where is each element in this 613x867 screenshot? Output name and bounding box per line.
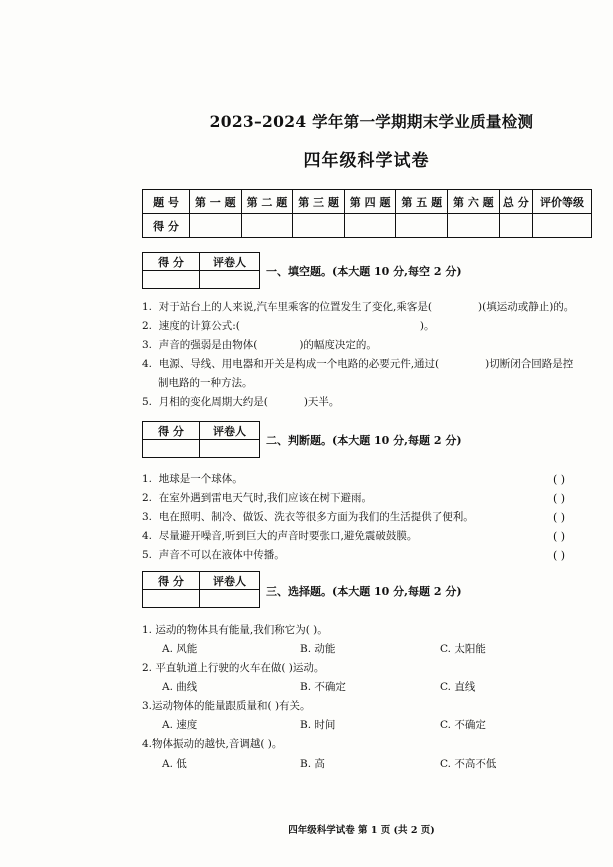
choice-question-1-stem: 1. 运动的物体具有能量,我们称它为( )。	[142, 624, 328, 636]
score-cell[interactable]	[448, 214, 500, 238]
score-header-cell: 第 五 题	[396, 190, 448, 214]
grader-score-cell[interactable]	[143, 271, 200, 289]
tf-answer-blank[interactable]: ( )	[553, 549, 566, 562]
tf-answer-blank[interactable]: ( )	[553, 473, 566, 486]
grader-name-label: 评卷人	[200, 422, 260, 440]
fill-question-1: 1. 对于站台上的人来说,汽车里乘客的位置发生了变化,乘客是( )(填运动或静止)的。	[142, 301, 575, 313]
choice-question-4-stem: 4.物体振动的越快,音调越( )。	[142, 738, 283, 750]
grader-score-cell[interactable]	[143, 590, 200, 608]
choice-option-b[interactable]: B. 动能	[300, 643, 336, 655]
score-cell[interactable]	[190, 214, 242, 238]
choice-question-2-stem: 2. 平直轨道上行驶的火车在做( )运动。	[142, 662, 325, 674]
score-header-cell: 评价等级	[533, 190, 592, 214]
score-table-score-row	[143, 214, 592, 238]
score-cell[interactable]	[499, 214, 532, 238]
tf-question-5: 5. 声音不可以在液体中传播。	[142, 549, 285, 561]
score-cell[interactable]	[293, 214, 345, 238]
section2-heading: 二、判断题。(本大题 10 分,每题 2 分)	[266, 434, 462, 447]
choice-option-c[interactable]: C. 直线	[440, 681, 476, 693]
tf-question-1: 1. 地球是一个球体。	[142, 473, 243, 485]
section3-heading: 三、选择题。(本大题 10 分,每题 2 分)	[266, 585, 462, 598]
choice-option-c[interactable]: C. 不高不低	[440, 758, 497, 770]
exam-subtitle: 四年级科学试卷	[303, 151, 430, 171]
score-header-cell: 第 一 题	[190, 190, 242, 214]
score-header-cell: 第 三 题	[293, 190, 345, 214]
grader-score-label: 得 分	[143, 422, 200, 440]
score-header-cell: 总 分	[499, 190, 532, 214]
choice-option-b[interactable]: B. 时间	[300, 719, 336, 731]
section1-heading: 一、填空题。(本大题 10 分,每空 2 分)	[266, 265, 462, 278]
score-header-cell: 第 二 题	[241, 190, 293, 214]
grader-name-cell[interactable]	[200, 590, 260, 608]
fill-question-5: 5. 月相的变化周期大约是( )天半。	[142, 396, 340, 408]
tf-question-2: 2. 在室外遇到雷电天气时,我们应该在树下避雨。	[142, 492, 373, 504]
grader-score-label: 得 分	[143, 572, 200, 590]
fill-question-4: 4. 电源、导线、用电器和开关是构成一个电路的必要元件,通过( )切断闭合回路是控	[142, 358, 574, 370]
choice-option-a[interactable]: A. 速度	[162, 719, 198, 731]
score-header-cell: 第 四 题	[344, 190, 396, 214]
choice-option-a[interactable]: A. 曲线	[162, 681, 198, 693]
fill-question-2: 2. 速度的计算公式:( )。	[142, 320, 435, 332]
score-cell[interactable]	[344, 214, 396, 238]
tf-answer-blank[interactable]: ( )	[553, 511, 566, 524]
score-row-label: 得 分	[143, 214, 190, 238]
choice-question-3-stem: 3.运动物体的能量跟质量和( )有关。	[142, 700, 311, 712]
page-footer: 四年级科学试卷 第 1 页 (共 2 页)	[288, 825, 435, 836]
score-header-cell: 题 号	[143, 190, 190, 214]
choice-option-a[interactable]: A. 风能	[162, 643, 198, 655]
grader-name-label: 评卷人	[200, 572, 260, 590]
grader-name-label: 评卷人	[200, 253, 260, 271]
tf-question-3: 3. 电在照明、制冷、做饭、洗衣等很多方面为我们的生活提供了便利。	[142, 511, 474, 523]
exam-title: 2023–2024 学年第一学期期末学业质量检测	[209, 112, 534, 131]
score-table-header-row	[143, 190, 592, 214]
choice-option-b[interactable]: B. 高	[300, 758, 325, 770]
grader-name-cell[interactable]	[200, 271, 260, 289]
grader-box-2	[142, 421, 260, 458]
tf-answer-blank[interactable]: ( )	[553, 492, 566, 505]
score-cell[interactable]	[241, 214, 293, 238]
tf-answer-blank[interactable]: ( )	[553, 530, 566, 543]
grader-name-cell[interactable]	[200, 440, 260, 458]
score-cell[interactable]	[533, 214, 592, 238]
choice-option-b[interactable]: B. 不确定	[300, 681, 346, 693]
fill-question-4-cont: 制电路的一种方法。	[158, 377, 253, 389]
tf-question-4: 4. 尽量避开噪音,听到巨大的声音时要张口,避免震破鼓膜。	[142, 530, 418, 542]
grader-box-1	[142, 252, 260, 289]
choice-option-c[interactable]: C. 太阳能	[440, 643, 486, 655]
grader-score-label: 得 分	[143, 253, 200, 271]
choice-option-a[interactable]: A. 低	[162, 758, 187, 770]
score-table	[142, 189, 592, 238]
grader-box-3	[142, 571, 260, 608]
score-header-cell: 第 六 题	[448, 190, 500, 214]
score-cell[interactable]	[396, 214, 448, 238]
fill-question-3: 3. 声音的强弱是由物体( )的幅度决定的。	[142, 339, 377, 351]
grader-score-cell[interactable]	[143, 440, 200, 458]
choice-option-c[interactable]: C. 不确定	[440, 719, 486, 731]
